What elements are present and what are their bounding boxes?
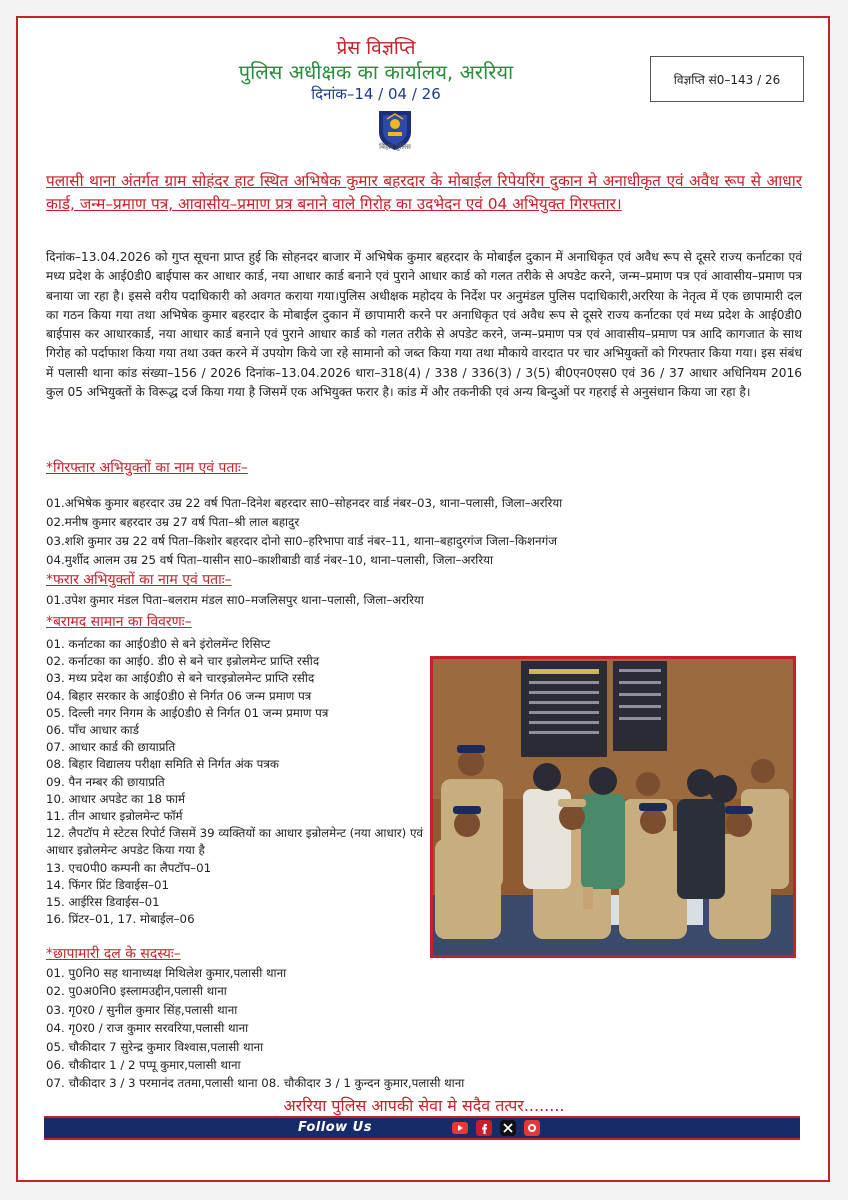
- facebook-icon[interactable]: [476, 1120, 492, 1136]
- list-item: 09. पैन नम्बर की छायाप्रति: [46, 774, 165, 789]
- raid-team-section-title: *छापामारी दल के सदस्यः–: [46, 946, 181, 962]
- arrested-section-title: *गिरफ्तार अभियुक्तों का नाम एवं पताः–: [46, 460, 248, 476]
- list-item: 03. गृ0र0 / सुनील कुमार सिंह,पलासी थाना: [46, 1002, 238, 1017]
- headline: पलासी थाना अंतर्गत ग्राम सोहंदर हाट स्थित अभिषेक कुमार बहरदार के मोबाईल रिपेयरिंग दुकान मे अनाधीकृत एवं अवैध रूप से आधार कार्ड, जन्म–प्रमाण पत्र, आवासीय–प्रमाण प्रत्र बनाने वाले गिरोह का उदभेदन एवं 04 अभियुक्त गिरफ्तार।: [46, 172, 802, 213]
- list-item: 02.मनीष कुमार बहरदार उम्र 27 वर्ष पिता–श्री लाल बहादुर: [46, 515, 300, 529]
- list-item: 14. फिंगर प्रिंट डिवाईस–01: [46, 877, 169, 892]
- list-item: 04.मुर्शीद आलम उम्र 25 वर्ष पिता–यासीन सा0–काशीबाडी वार्ड नंबर–10, थाना–पलासी, जिला–अररिया: [46, 553, 494, 567]
- koo-icon[interactable]: [524, 1120, 540, 1136]
- press-photo: [430, 656, 796, 958]
- absconding-list: [46, 592, 424, 609]
- recovered-section-title: *बरामद सामान का विवरणः–: [46, 614, 192, 630]
- list-item: 01.उपेश कुमार मंडल पिता–बलराम मंडल सा0–मजलिसपुर थाना–पलासी, जिला–अररिया: [46, 593, 424, 607]
- list-item: 04. बिहार सरकार के आई0डी0 से निर्गत 06 जन्म प्रमाण पत्र: [46, 688, 312, 703]
- list-item: 02. पु0अ0नि0 इस्लामउद्दीन,पलासी थाना: [46, 984, 227, 999]
- list-item: 03. मध्य प्रदेश का आई0डी0 से बने चारइन्रोलमेन्ट प्राप्ति रसीद: [46, 671, 315, 686]
- list-item: 01.अभिषेक कुमार बहरदार उम्र 22 वर्ष पिता–दिनेश बहरदार सा0–सोहनदर वार्ड नंबर–03, थाना–पलासी, जिला–अररिया: [46, 496, 563, 510]
- arrested-list: [46, 494, 562, 570]
- list-item: 06. पाँच आधार कार्ड: [46, 723, 139, 738]
- raid-team-list: [46, 964, 464, 1093]
- x-icon[interactable]: [500, 1120, 516, 1136]
- recovered-items-list: [46, 636, 426, 928]
- absconding-section-title: *फरार अभियुक्तों का नाम एवं पताः–: [46, 572, 232, 588]
- list-item: 08. बिहार विद्यालय परीक्षा समिति से निर्गत अंक पत्रक: [46, 757, 279, 772]
- list-item: 01. पु0नि0 सह थानाध्यक्ष मिथिलेश कुमार,पलासी थाना: [46, 966, 287, 980]
- emblem-caption: बिहार पुलिस: [379, 143, 411, 151]
- list-item: 10. आधार अपडेट का 18 फार्म: [46, 791, 186, 806]
- police-team-photo-illustration: [433, 659, 793, 955]
- press-release-title: प्रेस विज्ञप्ति: [336, 37, 416, 59]
- office-name: पुलिस अधीक्षक का कार्यालय, अररिया: [238, 60, 514, 84]
- release-date: दिनांक–14 / 04 / 26: [311, 85, 441, 103]
- release-number: विज्ञप्ति सं0–143 / 26: [673, 72, 781, 87]
- list-item: 15. आईरिस डिवाईस–01: [46, 895, 160, 910]
- youtube-icon[interactable]: [452, 1120, 468, 1136]
- footer-slogan: अररिया पुलिस आपकी सेवा मे सदैव तत्पर........: [283, 1096, 565, 1115]
- body-paragraph: दिनांक–13.04.2026 को गुप्त सूचना प्राप्त हुई कि सोहनदर बाजार में अभिषेक कुमार बहरदार के मोबाईल दुकान में अनाधिकृत एवं अवैध रूप से दूसरे राज्य कर्नाटका एवं मध्य प्रदेश के आई0डी0 बाईपास कर आधार कार्ड, नया आधार कार्ड बनाने एवं पुराने आधार कार्ड को गलत तरीके से अपडेट करने, जन्म–प्रमाण पत्र एवं आवासीय–प्रमाण पत्र बनाया जा रहा है। इससे वरीय पदाधिकारी को अवगत कराया गया।पुलिस अधीक्षक महोदय के निर्देश पर अनुमंडल पुलिस पदाधिकारी,अररिया के नेतृत्व में एक छापामारी दल का गठन किया गया तथा अभिषेक कुमार बहरदार के मोबाईल दुकान में छापामारी करने पर अनाधिकृत एवं अवैध रूप से दूसरे राज्य कर्नाटका एवं मध्य प्रदेश के आई0डी0 बाईपास कर आधारकार्ड, नया आधार कार्ड बनाने एवं पुराने आधार कार्ड को गलत तरीके से अपडेट करने, जन्म–प्रमाण पत्र एवं आवासीय–प्रमाण पत्र आदि कागजात के साथ गिरोह को पर्दाफाश किया गया तथा उक्त करने में उपयोग किये जा रहे सामानो को जब्त किया गया तथा मौकाये वारदात पर चार अभियुक्तों को गिरफ्तार किया गया। इस संबंध में पलासी थाना कांड संख्या–156 / 2026 दिनांक–13.04.2026 धारा–318(4) / 338 / 336(3) / 3(5) बी0एन0एस0 एवं 36 / 37 आधार अधिनियम 2016 कुल 05 अभियुक्तों के विरूद्ध दर्ज किया गया है जिसमें एक अभियुक्त फरार है। कांड में और तकनीकी एवं अन्य बिन्दुओं पर गहराई से अनुसंधान किया जा रहा है।: [46, 250, 802, 400]
- list-item: 07. आधार कार्ड की छायाप्रति: [46, 740, 176, 755]
- list-item: 01. कर्नाटका का आई0डी0 से बने इंरोलमेंन्ट रिसिप्ट: [46, 637, 271, 651]
- list-item: 05. दिल्ली नगर निगम के आई0डी0 से निर्गत 01 जन्म प्रमाण पत्र: [46, 705, 329, 720]
- list-item: 16. प्रिंटर–01, 17. मोबाईल–06: [46, 912, 195, 927]
- list-item: 04. गृ0र0 / राज कुमार सरवरिया,पलासी थाना: [46, 1021, 249, 1036]
- list-item: 02. कर्नाटका का आई0. डी0 से बने चार इन्रोलमेन्ट प्राप्ति रसीद: [46, 654, 320, 669]
- list-item: 06. चौकीदार 1 / 2 पप्पू कुमार,पलासी थाना: [46, 1058, 241, 1073]
- list-item: 05. चौकीदार 7 सुरेन्द्र कुमार विश्वास,पलासी थाना: [46, 1039, 264, 1054]
- follow-us-label: Follow Us: [298, 1120, 372, 1135]
- list-item: 11. तीन आधार इन्रोलमेन्ट फॉर्म: [46, 809, 183, 824]
- list-item: 12. लैपटॉप मे स्टेटस रिपोर्ट जिसमें 39 व्यक्तियों का आधार इन्रोलमेन्ट (नया आधार) एवं आधार इन्रोलमेन्ट अपडेट किया गया है: [46, 826, 424, 858]
- release-number-box: [650, 56, 804, 102]
- list-item: 03.शशि कुमार उम्र 22 वर्ष पिता–किशोर बहरदार दोनो सा0–हरिभापा वार्ड नंबर–11, थाना–बहादुरगंज जिला–किशनगंज: [46, 534, 557, 548]
- list-item: 13. एच0पी0 कम्पनी का लैपटॉप–01: [46, 860, 212, 875]
- follow-us-bar: [44, 1116, 800, 1140]
- list-item: 07. चौकीदार 3 / 3 परमानंद ततमा,पलासी थाना 08. चौकीदार 3 / 1 कुन्दन कुमार,पलासी थाना: [46, 1076, 465, 1091]
